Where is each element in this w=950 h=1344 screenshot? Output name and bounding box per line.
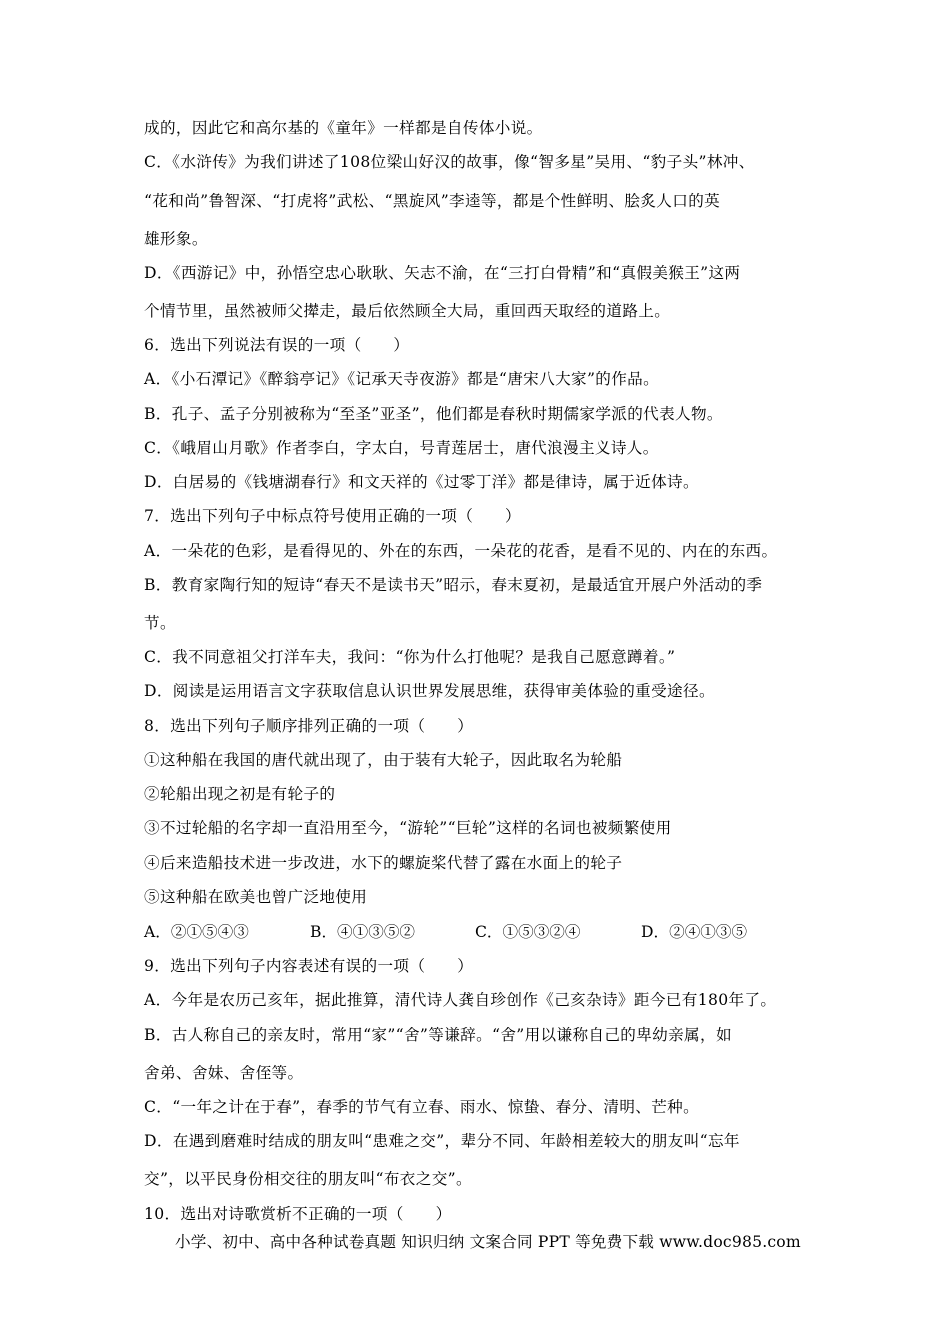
text-line: 舍弟、舍妹、舍侄等。 (144, 1064, 304, 1082)
q7-option-d: D．阅读是运用语言文字获取信息认识世界发展思维，获得审美体验的重受途径。 (144, 682, 715, 700)
text-line: 雄形象。 (144, 230, 208, 248)
q7-option-a: A．一朵花的色彩，是看得见的、外在的东西，一朵花的花香，是看不见的、内在的东西。 (144, 542, 778, 560)
text-line: “花和尚”鲁智深、“打虎将”武松、“黑旋风”李逵等，都是个性鲜明、脍炙人口的英 (144, 192, 721, 210)
q8-option-b: B．④①③⑤② (310, 923, 416, 941)
question-8: 8．选出下列句子顺序排列正确的一项（ ） (144, 717, 474, 735)
q6-option-b: B．孔子、孟子分别被称为“至圣”亚圣”，他们都是春秋时期儒家学派的代表人物。 (144, 405, 723, 423)
q6-option-d: D．白居易的《钱塘湖春行》和文天祥的《过零丁洋》都是律诗，属于近体诗。 (144, 473, 699, 491)
text-line: 交”，以平民身份相交往的朋友叫“布衣之交”。 (144, 1170, 472, 1188)
q6-option-c: C．《峨眉山月歌》作者李白，字太白，号青莲居士，唐代浪漫主义诗人。 (144, 439, 659, 457)
q7-option-c: C．我不同意祖父打洋车夫，我问：“你为什么打他呢？是我自己愿意蹲着。” (144, 648, 676, 666)
text-line: 成的，因此它和高尔基的《童年》一样都是自传体小说。 (144, 119, 543, 137)
q8-sentence-2: ②轮船出现之初是有轮子的 (144, 785, 336, 803)
text-line: 个情节里，虽然被师父撵走，最后依然顾全大局，重回西天取经的道路上。 (144, 302, 671, 320)
q9-option-d: D．在遇到磨难时结成的朋友叫“患难之交”，辈分不同、年龄相差较大的朋友叫“忘年 (144, 1132, 740, 1150)
q9-option-c: C．“一年之计在于春”，春季的节气有立春、雨水、惊蛰、春分、清明、芒种。 (144, 1098, 700, 1116)
q8-option-a: A．②①⑤④③ (144, 923, 249, 941)
question-10: 10．选出对诗歌赏析不正确的一项（ ） (144, 1205, 452, 1223)
question-7: 7．选出下列句子中标点符号使用正确的一项（ ） (144, 507, 521, 525)
question-6: 6．选出下列说法有误的一项（ ） (144, 336, 410, 354)
q9-option-b: B．古人称自己的亲友时，常用“家”“舍”等谦辞。“舍”用以谦称自己的卑幼亲属，如 (144, 1026, 732, 1044)
q8-option-c: C．①⑤③②④ (475, 923, 581, 941)
q9-option-a: A．今年是农历己亥年，据此推算，清代诗人龚自珍创作《己亥杂诗》距今已有180年了。 (144, 991, 777, 1009)
q8-sentence-4: ④后来造船技术进一步改进，水下的螺旋桨代替了露在水面上的轮子 (144, 854, 623, 872)
question-9: 9．选出下列句子内容表述有误的一项（ ） (144, 957, 474, 975)
q7-option-b: B．教育家陶行知的短诗“春天不是读书天”昭示，春末夏初，是最适宜开展户外活动的季 (144, 576, 763, 594)
q6-option-a: A．《小石潭记》《醉翁亭记》《记承天寺夜游》都是“唐宋八大家”的作品。 (144, 370, 660, 388)
q8-option-d: D．②④①③⑤ (641, 923, 748, 941)
text-line: C．《水浒传》为我们讲述了108位梁山好汉的故事，像“智多星”吴用、“豹子头”林冲、 (144, 153, 755, 171)
page-footer: 小学、初中、高中各种试卷真题 知识归纳 文案合同 PPT 等免费下载 www.doc985.com (175, 1233, 801, 1251)
q8-sentence-3: ③不过轮船的名字却一直沿用至今，“游轮”“巨轮”这样的名词也被频繁使用 (144, 819, 672, 837)
q8-sentence-5: ⑤这种船在欧美也曾广泛地使用 (144, 888, 368, 906)
text-line: 节。 (144, 614, 176, 632)
text-line: D．《西游记》中，孙悟空忠心耿耿、矢志不渝，在“三打白骨精”和“真假美猴王”这两 (144, 264, 741, 282)
q8-sentence-1: ①这种船在我国的唐代就出现了，由于装有大轮子，因此取名为轮船 (144, 751, 623, 769)
